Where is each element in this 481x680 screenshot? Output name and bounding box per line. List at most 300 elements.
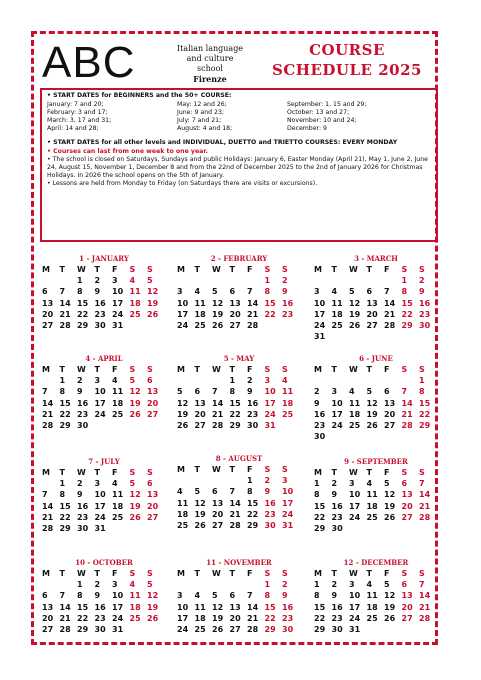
day-cell: 21 <box>384 309 396 319</box>
day-cell: 27 <box>401 613 413 623</box>
day-cell: 29 <box>264 625 276 635</box>
day-cell: 9 <box>331 490 338 500</box>
weekday-header: S <box>282 569 288 578</box>
weekday-header: W <box>212 365 221 374</box>
day-cell: 20 <box>42 309 54 319</box>
empty-cell <box>314 275 332 286</box>
weekday-header: S <box>147 569 153 578</box>
weekday-header: S <box>419 468 425 477</box>
weekday-header: M <box>177 569 185 578</box>
day-cell: 4 <box>112 376 118 386</box>
day-cell: 23 <box>77 512 89 522</box>
day-cell: 7 <box>419 479 425 489</box>
empty-cell <box>367 275 385 286</box>
day-cell: 13 <box>194 398 206 408</box>
day-cell: 14 <box>42 501 54 511</box>
day-cell: 17 <box>177 309 189 319</box>
day-cell: 3 <box>177 591 183 601</box>
day-cell: 3 <box>282 476 288 486</box>
weekday-header: W <box>77 365 86 374</box>
day-cell: 9 <box>247 387 253 397</box>
weekday-header: S <box>282 465 288 474</box>
day-cell: 14 <box>229 498 241 508</box>
day-cell: 4 <box>366 479 373 489</box>
day-cell: 7 <box>384 287 390 297</box>
month-title: 4 - APRIL <box>85 354 123 363</box>
weekday-header: T <box>229 465 235 474</box>
month-grid <box>177 264 301 331</box>
day-cell: 24 <box>349 512 361 522</box>
day-cell: 3 <box>349 580 355 590</box>
day-cell: 28 <box>401 421 413 431</box>
day-cell: 11 <box>129 591 141 601</box>
weekday-header: M <box>177 465 185 474</box>
day-cell: 31 <box>314 332 326 342</box>
weekday-header: T <box>331 265 337 274</box>
month-grid <box>314 568 438 635</box>
day-cell: 25 <box>129 613 141 623</box>
beginners-heading: • START DATES for BEGINNERS and the 50+ COURSE: <box>47 92 232 99</box>
day-cell: 17 <box>112 298 124 308</box>
day-cell: 27 <box>42 321 54 331</box>
month-november <box>177 558 301 635</box>
month-grid <box>42 467 166 534</box>
day-cell: 18 <box>129 298 141 308</box>
day-cell: 1 <box>247 476 253 486</box>
day-cell: 22 <box>401 309 413 319</box>
day-cell: 22 <box>77 309 89 319</box>
day-cell: 8 <box>59 387 66 397</box>
day-cell: 4 <box>194 591 201 601</box>
day-cell: 23 <box>94 309 106 319</box>
day-cell: 16 <box>331 602 343 612</box>
day-cell: 5 <box>147 580 153 590</box>
day-cell: 27 <box>147 512 159 522</box>
day-cell: 2 <box>94 580 101 590</box>
weekday-header: F <box>112 365 118 374</box>
day-cell: 8 <box>77 287 83 297</box>
weekday-header: T <box>59 365 65 374</box>
day-cell: 6 <box>229 287 236 297</box>
day-cell: 28 <box>384 321 396 331</box>
day-cell: 25 <box>177 521 189 531</box>
day-cell: 15 <box>247 498 259 508</box>
day-cell: 5 <box>177 387 183 397</box>
day-cell: 27 <box>42 625 54 635</box>
empty-cell <box>212 579 230 590</box>
day-cell: 12 <box>384 490 396 500</box>
weekday-header: M <box>314 265 322 274</box>
day-cell: 6 <box>384 387 390 397</box>
day-cell: 30 <box>77 421 89 431</box>
day-cell: 7 <box>59 591 66 601</box>
day-cell: 19 <box>129 501 141 511</box>
school-logo: ABC <box>42 38 136 87</box>
start-date: July: 7 and 21; <box>177 117 222 125</box>
start-date: September: 1, 15 and 29; <box>287 101 367 109</box>
day-cell: 27 <box>229 625 241 635</box>
day-cell: 6 <box>147 479 153 489</box>
day-cell: 11 <box>366 490 378 500</box>
weekday-header: M <box>314 468 322 477</box>
month-title: 1 - JANUARY <box>79 254 129 263</box>
weekday-header: S <box>401 265 408 274</box>
day-cell: 24 <box>112 613 124 623</box>
day-cell: 27 <box>229 321 241 331</box>
weekday-header: S <box>129 569 136 578</box>
day-cell: 13 <box>212 498 224 508</box>
day-cell: 17 <box>177 613 189 623</box>
day-cell: 29 <box>314 524 326 534</box>
weekday-header: W <box>212 465 221 474</box>
day-cell: 9 <box>331 591 338 601</box>
weekday-header: S <box>419 569 425 578</box>
day-cell: 23 <box>282 309 294 319</box>
day-cell: 15 <box>77 298 89 308</box>
day-cell: 21 <box>59 309 71 319</box>
day-cell: 26 <box>147 309 159 319</box>
day-cell: 10 <box>282 487 294 497</box>
start-date: October: 13 and 27; <box>287 109 350 117</box>
day-cell: 4 <box>282 376 288 386</box>
month-title: 2 - FEBRUARY <box>210 254 268 263</box>
empty-cell <box>349 375 367 386</box>
empty-cell <box>42 375 60 386</box>
day-cell: 24 <box>282 509 294 519</box>
day-cell: 19 <box>147 298 159 308</box>
day-cell: 19 <box>194 509 206 519</box>
empty-cell <box>195 475 213 486</box>
day-cell: 6 <box>42 591 48 601</box>
day-cell: 8 <box>77 591 83 601</box>
weekday-header: T <box>194 265 200 274</box>
day-cell: 30 <box>264 521 276 531</box>
day-cell: 11 <box>177 498 189 508</box>
month-title: 12 - DECEMBER <box>343 558 409 567</box>
day-cell: 18 <box>177 509 189 519</box>
day-cell: 24 <box>94 409 106 419</box>
day-cell: 21 <box>42 409 54 419</box>
day-cell: 6 <box>366 287 373 297</box>
day-cell: 4 <box>349 387 355 397</box>
day-cell: 29 <box>247 521 259 531</box>
day-cell: 4 <box>194 287 201 297</box>
day-cell: 5 <box>384 479 390 489</box>
beginners-dates <box>47 101 431 133</box>
month-grid <box>177 364 301 431</box>
weekday-header: S <box>282 365 288 374</box>
day-cell: 16 <box>331 501 343 511</box>
day-cell: 9 <box>419 287 425 297</box>
start-date: February: 3 and 17; <box>47 109 108 117</box>
day-cell: 22 <box>59 512 71 522</box>
empty-cell <box>384 375 402 386</box>
day-cell: 17 <box>331 409 343 419</box>
month-grid <box>42 364 166 431</box>
day-cell: 14 <box>419 591 431 601</box>
day-cell: 15 <box>59 398 71 408</box>
day-cell: 29 <box>59 421 71 431</box>
day-cell: 10 <box>94 387 106 397</box>
empty-cell <box>212 475 230 486</box>
month-september <box>314 457 438 534</box>
start-date: December: 9 <box>287 125 327 133</box>
day-cell: 3 <box>314 287 320 297</box>
day-cell: 31 <box>349 625 361 635</box>
day-cell: 17 <box>112 602 124 612</box>
weekday-header: S <box>419 365 425 374</box>
day-cell: 22 <box>314 613 326 623</box>
day-cell: 16 <box>314 409 326 419</box>
day-cell: 6 <box>194 387 201 397</box>
weekday-header: W <box>77 468 86 477</box>
day-cell: 20 <box>194 409 206 419</box>
day-cell: 15 <box>314 501 326 511</box>
empty-cell <box>367 375 385 386</box>
day-cell: 27 <box>366 321 378 331</box>
day-cell: 28 <box>59 321 71 331</box>
day-cell: 22 <box>314 512 326 522</box>
weekday-header: T <box>366 265 372 274</box>
day-cell: 17 <box>282 498 294 508</box>
day-cell: 16 <box>282 602 294 612</box>
day-cell: 20 <box>147 398 159 408</box>
day-cell: 11 <box>194 602 206 612</box>
day-cell: 11 <box>282 387 294 397</box>
empty-cell <box>60 275 78 286</box>
day-cell: 9 <box>77 490 83 500</box>
day-cell: 24 <box>314 321 326 331</box>
weekday-header: W <box>77 569 86 578</box>
day-cell: 2 <box>77 376 83 386</box>
day-cell: 20 <box>401 602 413 612</box>
day-cell: 27 <box>212 521 224 531</box>
day-cell: 28 <box>42 524 54 534</box>
weekday-header: T <box>229 265 235 274</box>
day-cell: 16 <box>419 298 431 308</box>
day-cell: 15 <box>314 602 326 612</box>
day-cell: 6 <box>401 479 408 489</box>
day-cell: 29 <box>229 421 241 431</box>
day-cell: 8 <box>401 287 408 297</box>
day-cell: 15 <box>229 398 241 408</box>
empty-cell <box>314 375 332 386</box>
day-cell: 1 <box>264 580 271 590</box>
day-cell: 22 <box>247 509 259 519</box>
day-cell: 6 <box>147 376 153 386</box>
weekday-header: T <box>366 365 372 374</box>
weekday-header: T <box>229 365 235 374</box>
day-cell: 28 <box>229 521 241 531</box>
month-grid <box>42 568 166 635</box>
day-cell: 19 <box>212 309 224 319</box>
day-cell: 23 <box>264 509 276 519</box>
day-cell: 8 <box>419 387 425 397</box>
day-cell: 23 <box>419 309 431 319</box>
day-cell: 4 <box>366 580 373 590</box>
weekday-header: T <box>94 468 100 477</box>
weekday-header: S <box>147 365 153 374</box>
day-cell: 7 <box>42 387 48 397</box>
day-cell: 3 <box>349 479 355 489</box>
day-cell: 29 <box>59 524 71 534</box>
start-date: June: 9 and 23; <box>177 109 224 117</box>
empty-cell <box>42 478 60 489</box>
day-cell: 10 <box>264 387 276 397</box>
day-cell: 12 <box>129 387 141 397</box>
day-cell: 12 <box>384 591 396 601</box>
day-cell: 17 <box>94 501 106 511</box>
day-cell: 29 <box>419 421 431 431</box>
day-cell: 14 <box>419 490 431 500</box>
day-cell: 20 <box>229 613 241 623</box>
day-cell: 25 <box>366 613 378 623</box>
day-cell: 17 <box>94 398 106 408</box>
month-october <box>42 558 166 635</box>
day-cell: 25 <box>194 625 206 635</box>
day-cell: 26 <box>129 409 141 419</box>
day-cell: 26 <box>147 613 159 623</box>
empty-cell <box>177 475 195 486</box>
day-cell: 5 <box>366 387 373 397</box>
day-cell: 11 <box>349 398 361 408</box>
weekday-header: F <box>384 569 390 578</box>
day-cell: 18 <box>112 501 124 511</box>
day-cell: 5 <box>147 276 153 286</box>
weekday-header: S <box>264 465 271 474</box>
day-cell: 16 <box>264 498 276 508</box>
weekday-header: S <box>129 365 136 374</box>
day-cell: 23 <box>314 421 326 431</box>
weekday-header: T <box>331 468 337 477</box>
day-cell: 16 <box>247 398 259 408</box>
day-cell: 9 <box>282 287 288 297</box>
month-grid <box>177 464 301 531</box>
month-february <box>177 254 301 331</box>
day-cell: 28 <box>419 613 431 623</box>
day-cell: 10 <box>349 490 361 500</box>
weekday-header: S <box>129 265 136 274</box>
school-line: school <box>197 64 223 73</box>
day-cell: 31 <box>282 521 294 531</box>
day-cell: 10 <box>94 490 106 500</box>
day-cell: 22 <box>264 613 276 623</box>
day-cell: 12 <box>147 591 159 601</box>
day-cell: 14 <box>42 398 54 408</box>
weekday-header: T <box>59 468 65 477</box>
empty-cell <box>177 579 195 590</box>
day-cell: 20 <box>401 501 413 511</box>
day-cell: 30 <box>282 625 294 635</box>
day-cell: 6 <box>401 580 408 590</box>
month-april <box>42 354 166 431</box>
lessons-text: • Lessons are held from Monday to Friday (on Saturdays there are visits or excursions). <box>47 179 318 187</box>
month-grid <box>42 264 166 331</box>
day-cell: 15 <box>419 398 431 408</box>
day-cell: 29 <box>77 321 89 331</box>
day-cell: 19 <box>147 602 159 612</box>
day-cell: 23 <box>331 512 343 522</box>
empty-cell <box>212 375 230 386</box>
day-cell: 3 <box>177 287 183 297</box>
weekday-header: T <box>229 569 235 578</box>
day-cell: 14 <box>247 298 259 308</box>
day-cell: 10 <box>314 298 326 308</box>
day-cell: 20 <box>147 501 159 511</box>
month-title: 11 - NOVEMBER <box>206 558 272 567</box>
day-cell: 8 <box>229 387 236 397</box>
empty-cell <box>42 275 60 286</box>
month-grid <box>314 264 438 342</box>
start-date: August: 4 and 18; <box>177 125 233 133</box>
weekday-header: T <box>331 569 337 578</box>
day-cell: 6 <box>229 591 236 601</box>
day-cell: 18 <box>194 309 206 319</box>
day-cell: 5 <box>212 591 218 601</box>
day-cell: 17 <box>264 398 276 408</box>
start-date: May: 12 and 26; <box>177 101 227 109</box>
day-cell: 13 <box>366 298 378 308</box>
day-cell: 5 <box>129 479 136 489</box>
day-cell: 25 <box>112 512 124 522</box>
day-cell: 20 <box>212 509 224 519</box>
weekday-header: S <box>282 265 288 274</box>
day-cell: 19 <box>384 602 396 612</box>
day-cell: 18 <box>349 409 361 419</box>
month-title: 5 - MAY <box>223 354 255 363</box>
day-cell: 17 <box>314 309 326 319</box>
day-cell: 30 <box>419 321 431 331</box>
day-cell: 10 <box>112 287 124 297</box>
day-cell: 15 <box>77 602 89 612</box>
day-cell: 10 <box>331 398 343 408</box>
day-cell: 3 <box>264 376 271 386</box>
day-cell: 13 <box>401 490 413 500</box>
day-cell: 23 <box>247 409 259 419</box>
day-cell: 11 <box>194 298 206 308</box>
weekday-header: W <box>212 265 221 274</box>
day-cell: 9 <box>314 398 320 408</box>
month-june <box>314 354 438 442</box>
weekday-header: M <box>42 265 50 274</box>
day-cell: 30 <box>94 321 106 331</box>
day-cell: 7 <box>401 387 408 397</box>
day-cell: 12 <box>349 298 361 308</box>
empty-cell <box>195 579 213 590</box>
day-cell: 10 <box>349 591 361 601</box>
day-cell: 17 <box>349 501 361 511</box>
weekday-header: S <box>264 569 271 578</box>
day-cell: 7 <box>42 490 48 500</box>
day-cell: 16 <box>77 501 89 511</box>
day-cell: 2 <box>419 276 425 286</box>
day-cell: 2 <box>77 479 83 489</box>
day-cell: 22 <box>229 409 241 419</box>
month-january <box>42 254 166 331</box>
day-cell: 2 <box>331 580 338 590</box>
weekday-header: T <box>331 365 337 374</box>
weekday-header: T <box>94 365 100 374</box>
day-cell: 20 <box>229 309 241 319</box>
weekday-header: M <box>42 569 50 578</box>
day-cell: 12 <box>147 287 159 297</box>
empty-cell <box>177 275 195 286</box>
day-cell: 31 <box>264 421 276 431</box>
day-cell: 13 <box>229 298 241 308</box>
weekday-header: S <box>264 365 271 374</box>
weekday-header: F <box>247 465 253 474</box>
day-cell: 1 <box>401 276 408 286</box>
